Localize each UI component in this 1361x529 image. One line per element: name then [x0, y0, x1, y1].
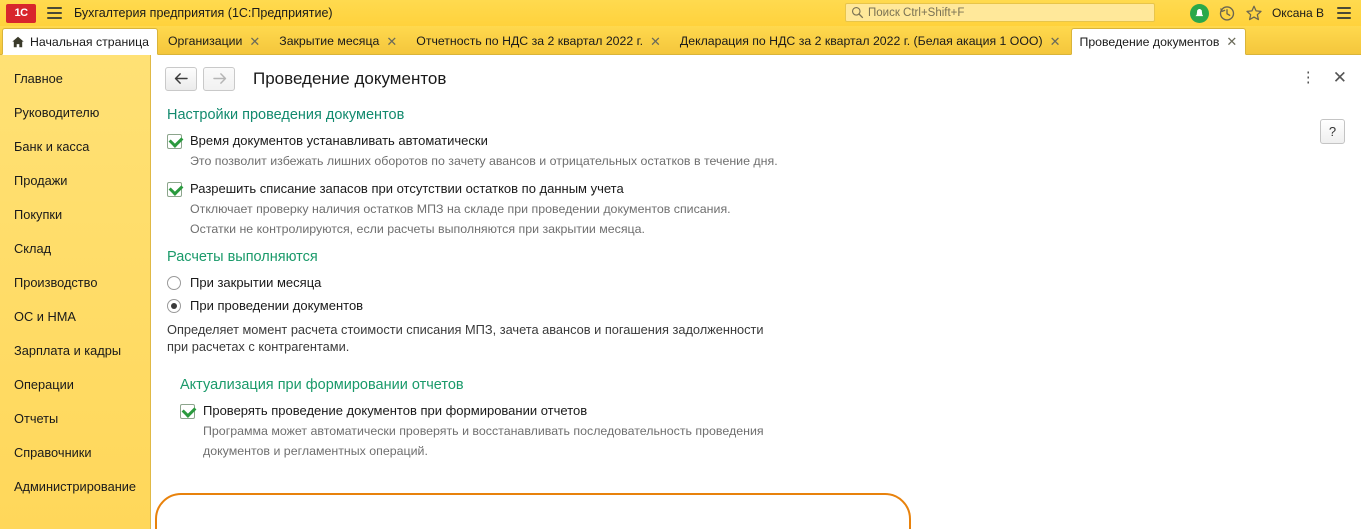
sidebar-item-bank-cash[interactable]	[0, 129, 150, 163]
radio-label: При закрытии месяца	[190, 275, 322, 290]
tab-organizations-label: Организации	[167, 34, 243, 48]
tab-vat-reporting[interactable]	[407, 27, 670, 54]
star-icon[interactable]	[1245, 4, 1263, 22]
sidebar-item-purchases[interactable]	[0, 197, 150, 231]
hint-actualization-line2: документов и регламентных операций.	[203, 444, 428, 458]
sidebar-item-administration[interactable]	[0, 469, 150, 503]
arrow-left-icon	[174, 71, 189, 87]
section-title-calculations: Расчеты выполняются	[167, 249, 318, 265]
hint-allow-writeoff-line2: Остатки не контролируются, если расчеты выполняются при закрытии месяца.	[190, 222, 645, 236]
sidebar-item-payroll-hr[interactable]	[0, 333, 150, 367]
tab-document-posting[interactable]	[1071, 28, 1247, 55]
sidebar-item-operations[interactable]	[0, 367, 150, 401]
close-icon[interactable]: ✕	[1226, 34, 1238, 49]
tab-home-label: Начальная страница	[30, 34, 149, 49]
help-button[interactable]: ?	[1320, 119, 1345, 144]
radio-on-document-posting[interactable]	[167, 298, 1345, 313]
tab-vat-declaration[interactable]	[671, 27, 1070, 54]
sidebar-item-label: Банк и касса	[14, 138, 90, 154]
sidebar-item-manager[interactable]	[0, 95, 150, 129]
tab-organizations[interactable]	[159, 27, 269, 54]
close-icon[interactable]: ✕	[1049, 33, 1061, 49]
sidebar-item-label: Руководителю	[14, 104, 100, 120]
titlebar-actions	[1190, 0, 1355, 26]
section-title-settings: Настройки проведения документов	[167, 107, 405, 123]
hamburger-menu-icon[interactable]	[42, 3, 66, 23]
sidebar-item-reports[interactable]	[0, 401, 150, 435]
main-body	[0, 55, 1361, 529]
tab-home[interactable]	[2, 28, 158, 55]
sidebar-item-fixed-assets[interactable]	[0, 299, 150, 333]
page-header-actions	[1301, 69, 1347, 86]
search-icon	[851, 6, 864, 19]
tab-month-closing[interactable]	[270, 27, 406, 54]
sidebar-item-production[interactable]	[0, 265, 150, 299]
radio-on-month-close[interactable]	[167, 275, 1345, 290]
sidebar-item-label: Склад	[14, 240, 52, 256]
sidebar-item-label: Зарплата и кадры	[14, 342, 122, 358]
hint-actualization-line1: Программа может автоматически проверять и восстанавливать последовательность проведения	[203, 424, 764, 438]
radio-icon[interactable]	[167, 299, 181, 313]
app-title: Бухгалтерия предприятия (1С:Предприятие)	[74, 6, 333, 20]
sidebar-item-warehouse[interactable]	[0, 231, 150, 265]
checkbox-label: Проверять проведение документов при формировании отчетов	[203, 403, 588, 418]
sidebar-item-label: Администрирование	[14, 478, 137, 494]
search-input[interactable]	[845, 3, 1155, 22]
back-button[interactable]	[165, 67, 197, 91]
checkbox-icon[interactable]	[167, 134, 182, 149]
sidebar-item-directories[interactable]	[0, 435, 150, 469]
logo-1c: 1C	[6, 4, 36, 23]
calculations-note-line2: при расчетах с контрагентами.	[167, 339, 350, 354]
checkbox-allow-writeoff[interactable]	[167, 181, 1345, 197]
kebab-menu-icon[interactable]: ⋮	[1300, 69, 1317, 86]
checkbox-verify-posting-on-reports[interactable]	[180, 403, 1345, 419]
sidebar-item-label: Отчеты	[14, 410, 59, 426]
sidebar-item-label: ОС и НМА	[14, 308, 76, 324]
sidebar-item-label: Покупки	[14, 206, 63, 222]
main-menu-icon[interactable]	[1333, 3, 1355, 23]
radio-label: При проведении документов	[190, 298, 364, 313]
checkbox-auto-document-time[interactable]	[167, 133, 1345, 149]
arrow-right-icon	[212, 71, 227, 87]
sidebar-item-label: Справочники	[14, 444, 92, 460]
close-icon[interactable]: ✕	[650, 33, 661, 49]
content-area	[151, 55, 1361, 529]
actualization-section	[167, 369, 1345, 459]
notification-bell-icon[interactable]	[1190, 4, 1209, 23]
sidebar-item-sales[interactable]	[0, 163, 150, 197]
highlight-annotation	[155, 493, 911, 529]
sidebar-item-label: Продажи	[14, 172, 68, 188]
checkbox-icon[interactable]	[167, 182, 182, 197]
history-clock-icon[interactable]	[1218, 4, 1236, 22]
close-icon[interactable]: ✕	[1332, 68, 1347, 87]
page-title: Проведение документов	[253, 69, 447, 88]
title-bar	[0, 0, 1361, 26]
tab-vat-reporting-label: Отчетность по НДС за 2 квартал 2022 г.	[416, 34, 643, 48]
tab-vat-declaration-label: Декларация по НДС за 2 квартал 2022 г. (Белая акация 1 ООО)	[679, 34, 1043, 48]
close-icon[interactable]: ✕	[249, 33, 261, 49]
sidebar-item-label: Главное	[14, 70, 63, 86]
home-icon	[11, 35, 25, 49]
sidebar-item-label: Производство	[14, 274, 98, 290]
user-name[interactable]: Оксана В	[1271, 6, 1324, 20]
tab-document-posting-label: Проведение документов	[1079, 34, 1220, 49]
section-title-actualization: Актуализация при формировании отчетов	[180, 377, 464, 393]
sidebar-item-label: Операции	[14, 376, 74, 392]
tab-month-closing-label: Закрытие месяца	[279, 34, 380, 48]
page-header	[151, 55, 1361, 97]
checkbox-label: Время документов устанавливать автоматически	[190, 133, 488, 148]
settings-panel	[151, 107, 1361, 459]
tab-bar	[0, 26, 1361, 55]
sidebar	[0, 55, 151, 529]
radio-icon[interactable]	[167, 276, 181, 290]
calculations-note-line1: Определяет момент расчета стоимости списания МПЗ, зачета авансов и погашения задолженности	[167, 322, 764, 337]
hint-allow-writeoff-line1: Отключает проверку наличия остатков МПЗ на складе при проведении документов списания.	[190, 202, 731, 216]
close-icon[interactable]: ✕	[386, 33, 398, 49]
hint-auto-document-time: Это позволит избежать лишних оборотов по зачету авансов и отрицательных остатков в течение дня.	[190, 154, 778, 168]
checkbox-icon[interactable]	[180, 404, 195, 419]
forward-button[interactable]	[203, 67, 235, 91]
sidebar-item-main[interactable]	[0, 61, 150, 95]
checkbox-label: Разрешить списание запасов при отсутствии остатков по данным учета	[190, 181, 624, 196]
search-placeholder: Поиск Ctrl+Shift+F	[868, 6, 965, 19]
